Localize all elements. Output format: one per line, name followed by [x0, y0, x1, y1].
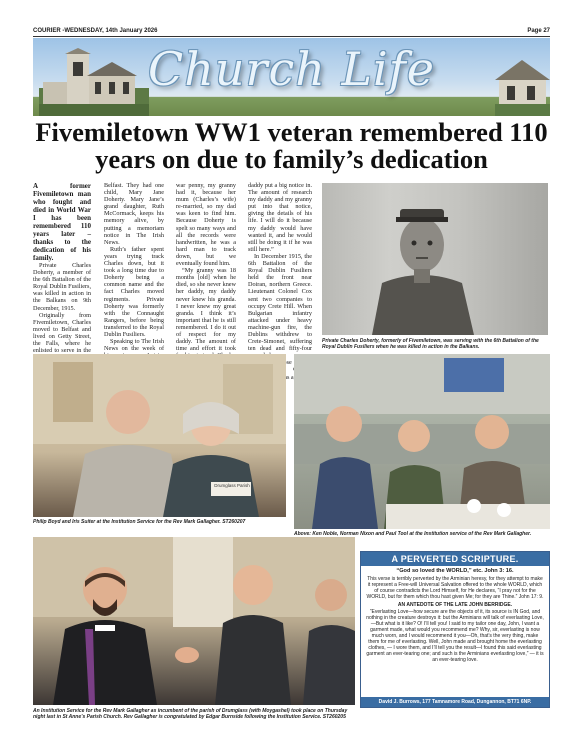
- article-paragraph: Private Charles Doherty, a member of the 6th Battalion of the Royal Dublin Fusiliers, was killed in action in the Balkans on 9th December, 1915.: [33, 262, 91, 312]
- article-paragraph: Speaking to The Irish News on the week of: [104, 338, 164, 353]
- couple-photo-illustration: [33, 354, 286, 517]
- article-column-2: [104, 182, 164, 352]
- notice-paragraph: “Everlasting Love—how secure are the objects of it, its source is IN God, and nothing in the creature destroys it: but the Arminians will talk of everlasting Love,—But what is it like? O! I’ll tell you! I said to my tailor one day, John, I want a garment made, what would you recommend me? Why, sir, everlasting is now much worn, and I would recommend it you—Oh, that’s the very thing, make them for me of everlasting. Well, John made and brought home the everlasting clothes, — I wore them, and I’ll tell you the result—I found this said everlasting garment an ever-tearing one; and such is the Arminians everlasting love,” — it is an ever-tearing love.: [366, 609, 544, 663]
- notice-verse: “God so loved the WORLD,” etc. John 3: 16.: [396, 568, 514, 574]
- section-title: Church Life: [148, 42, 435, 96]
- publication-date: COURIER -WEDNESDAY, 14th January 2026: [33, 28, 158, 34]
- article-paragraph: war penny, my granny had it, because her mum (Charles’s wife) re-married, so my dad was keen to find him. Because Doherty is spelt so many ways and all the records were handwritten, he was a hard man to track down, but we eventually found him.: [176, 182, 236, 268]
- three-men-caption: Above: Ken Noble, Norman Nixon and Paul Tool at the Institution service of the Rev Mark Gallagher.: [294, 531, 532, 537]
- notice-title: A PERVERTED SCRIPTURE.: [361, 552, 549, 566]
- article-headline: Fivemiletown WW1 veteran remembered 110 years on due to family’s dedication: [35, 117, 548, 174]
- notice-paragraph: This verse is terribly perverted by the Arminian heresy, for they attempt to make it represent a Free-will Universal Salvation offered to the whole WORLD, which of course contradicts the Lord Himself, for He declares, “I pray not for the WORLD, but for them which thou hast given Me; for they are Thine.” John 17: 9.: [366, 575, 544, 600]
- article-paragraph: “My granny was 18 months [old] when he died, so she never knew her daddy, my daddy never knew his granda. I never knew my great granda. I think it’s important that he is still remembered. I do it out of respect for my daddy. The amount of time and effort it took: [176, 267, 236, 353]
- soldier-portrait-photo: [322, 183, 548, 335]
- article-paragraph: daddy put a big notice in. The amount of research my daddy and my granny put into that notice, giving the details of his life. I will do it because my daddy would have wanted it, and he would still be doing it if he was still here.”: [248, 182, 312, 253]
- perverted-scripture-notice: [360, 551, 550, 708]
- boyd-suiter-photo: [33, 354, 286, 517]
- article-paragraph: Ruth’s father spent years trying track Charles down, but it took a long time due to Doherty being a common name and the fact Charles moved regiments. Private Doherty was formerly with the Connaught Rangers, before being transferred to the Royal Dublin Fusiliers.: [104, 245, 164, 338]
- notice-body: [361, 566, 549, 664]
- article-paragraph: In December 1915, the 6th Battalion of the Royal Dublin Fusiliers held the front near Doiran, northern Greece. Lieutenant Colonel Cox sent two companies to occupy Crete Hill. When Bulgarian infantry attacked under heavy machine-gun fire, the Dublins withdrew to Crete-Simonet, suffering ten dead and fifty-four: [248, 252, 312, 353]
- notice-subheading: AN ANTEDOTE OF THE LATE JOHN BERRIDGE.: [397, 601, 513, 608]
- church-life-banner: [33, 38, 550, 116]
- article-column-4: [248, 182, 312, 352]
- three-men-illustration: [294, 354, 550, 529]
- three-men-photo: [294, 354, 550, 529]
- soldier-portrait-illustration: [322, 183, 548, 335]
- institution-service-caption: An Institution Service for the Rev Mark Gallagher as incumbent of the parish of Drumglass (with Moygashel) took place on Thursday night last in St Anne’s Parish Church. Rev Gallagher is congratulated by Edgar Burnside following the Institution Service. ST260205: [33, 708, 348, 720]
- portrait-caption: Private Charles Doherty, formerly of Fivemiletown, was serving with the 6th Battalion of the Royal Dublin Fusiliers when he was killed in action in the Balkans.: [322, 338, 539, 350]
- page-number: Page 27: [527, 28, 550, 34]
- clergy-handshake-illustration: [33, 537, 355, 705]
- lanyard-sign-text: Drumglass Parish: [214, 483, 250, 488]
- institution-service-photo: [33, 537, 355, 705]
- church-building-illustration: [495, 56, 550, 116]
- notice-footer: David J. Burrows, 177 Tamnamore Road, Dungannon, BT71 6NP.: [361, 697, 549, 707]
- boyd-suiter-caption: Philip Boyd and Iris Suiter at the Institution Service for the Rev Mark Gallagher. ST260207: [33, 519, 246, 525]
- article-lead: A former Fivemiletown man who fought and died in World War I has been remembered 110 years later – thanks to the dedication of his family.: [33, 182, 91, 262]
- article-paragraph: Belfast. They had one child, Mary Jane Doherty. Mary Jane’s grand daughter, Ruth McCormack, keeps his memory alive, by putting a memoriam notice in The Irish News.: [104, 182, 164, 246]
- article-paragraph: Originally from Fivemiletown, Charles moved to Belfast and lived on Getty Street, the Falls, where he enlisted to serve in the: [33, 311, 91, 355]
- header-rule: [33, 36, 550, 37]
- article-column-3: [176, 182, 236, 352]
- article-column-1: [33, 182, 91, 355]
